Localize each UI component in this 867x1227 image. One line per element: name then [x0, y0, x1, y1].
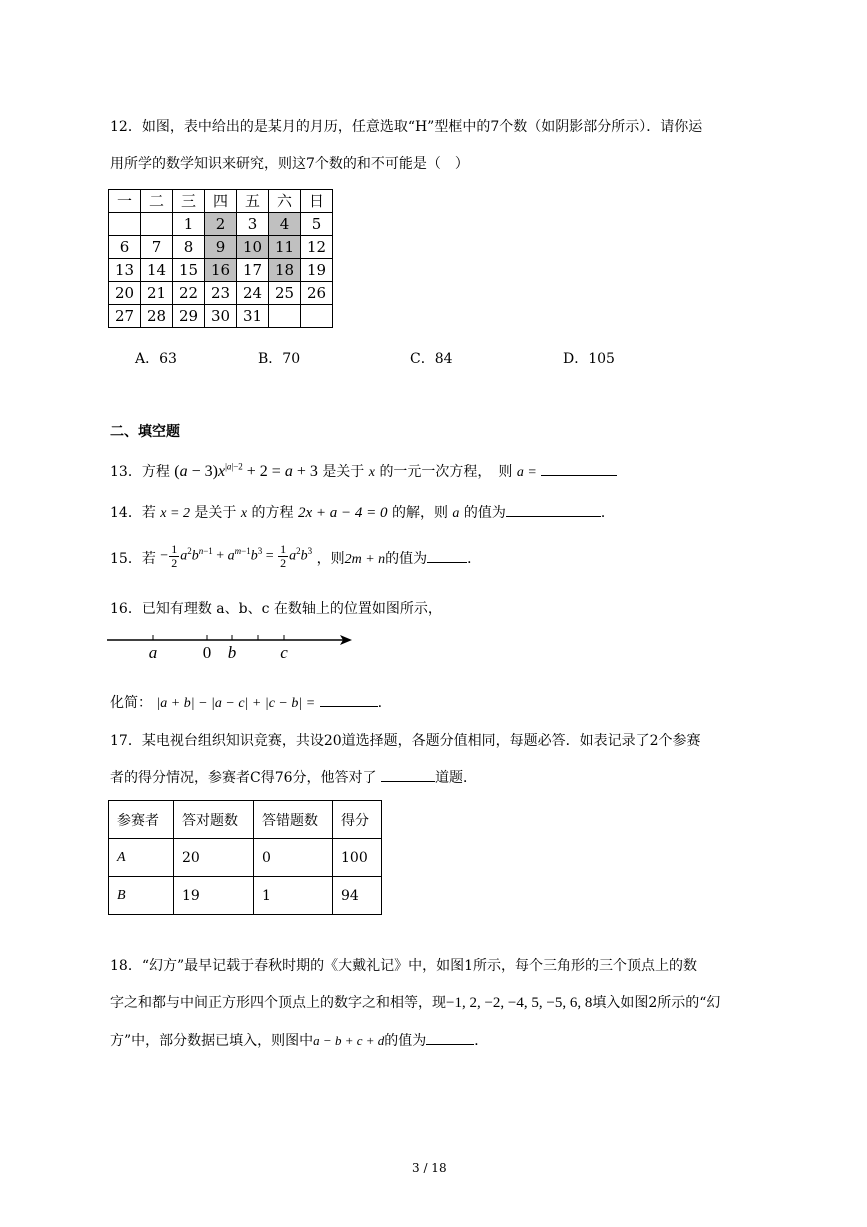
score-table	[108, 800, 382, 915]
q12-line1: 12．如图，表中给出的是某月的月历，任意选取“H”型框中的7个数（如阴影部分所示）．请你运	[110, 119, 703, 135]
calendar-cell: 24	[237, 282, 269, 305]
q14-end: ．	[600, 505, 615, 521]
q15-prefix: 15．若	[110, 551, 156, 567]
q15-equation: − $\frac{1}{2}$ $a^2b^{n-1} + a^{m-1}b^3$ = $\frac{1}{2}$ $a^2b^3$	[160, 542, 313, 570]
q14-mid: 是关于	[194, 505, 237, 521]
q14-prefix: 14．若	[110, 505, 156, 521]
score-cell: 1	[254, 877, 333, 915]
score-cell: 0	[254, 839, 333, 877]
q16-answer-blank[interactable]	[320, 692, 378, 707]
label-b: b	[227, 643, 237, 662]
score-cell: 100	[333, 839, 382, 877]
score-header-cell: 答错题数	[254, 801, 333, 839]
q17-line2	[110, 767, 477, 787]
section-title: 二、填空题	[110, 424, 180, 440]
calendar-cell: 31	[237, 305, 269, 328]
calendar-row	[109, 259, 333, 282]
calendar-cell: 22	[173, 282, 205, 305]
score-cell: 20	[174, 839, 254, 877]
q18-end: ．	[474, 1033, 489, 1049]
q16-end: .	[377, 695, 383, 711]
calendar-cell: 14	[141, 259, 173, 282]
q18-answer-blank[interactable]	[426, 1030, 474, 1045]
calendar-cell: 21	[141, 282, 173, 305]
calendar-cell: 3	[237, 213, 269, 236]
score-header-cell: 参赛者	[109, 801, 174, 839]
calendar-cell: 23	[205, 282, 237, 305]
q14-var: x	[240, 506, 248, 521]
q15-mid: ，则	[316, 551, 345, 567]
q15-answer-blank[interactable]	[427, 548, 467, 563]
q15-tail	[317, 548, 482, 568]
calendar-cell: 28	[141, 305, 173, 328]
calendar-cell: 12	[301, 236, 333, 259]
q14-cond: x = 2	[160, 506, 190, 521]
calendar-cell	[269, 305, 301, 328]
calendar-row	[109, 213, 333, 236]
score-cell: A	[109, 839, 174, 877]
calendar-header-row	[109, 190, 333, 213]
calendar-cell-shaded: 2	[205, 213, 237, 236]
number-line	[100, 625, 360, 665]
q14-answer-blank[interactable]	[506, 502, 601, 517]
q18-numbers: −1, 2, −2, −4, 5, −5, 6, 8	[446, 995, 593, 1011]
calendar-cell-shaded: 18	[269, 259, 301, 282]
calendar-cell: 17	[237, 259, 269, 282]
calendar-cell: 27	[109, 305, 141, 328]
score-header-row	[109, 801, 382, 839]
q14-mid3: 的解，则	[391, 505, 448, 521]
calendar-cell-shaded: 11	[269, 236, 301, 259]
q18-line3	[110, 1030, 488, 1050]
calendar-cell: 7	[141, 236, 173, 259]
q18-line1: 18．“幻方”最早记载于春秋时期的《大戴礼记》中，如图1所示，每个三角形的三个顶点上的数	[110, 958, 698, 974]
q14	[110, 502, 615, 522]
q14-suffix: 的值为	[463, 505, 506, 521]
q18-line2-b: 填入如图2所示的“幻	[592, 995, 721, 1011]
q18-line3-b: 的值为	[384, 1033, 427, 1049]
score-header-cell: 答对题数	[174, 801, 254, 839]
calendar-header-cell: 三	[173, 190, 205, 213]
calendar-table	[108, 189, 333, 328]
score-cell: 94	[333, 877, 382, 915]
calendar-header-cell: 二	[141, 190, 173, 213]
calendar-header-cell: 四	[205, 190, 237, 213]
q16-simplify	[110, 692, 382, 712]
q13-var: x	[368, 465, 375, 480]
q13	[110, 461, 617, 481]
calendar-cell: 25	[269, 282, 301, 305]
q13-answer-blank[interactable]	[541, 461, 617, 476]
calendar-cell: 19	[301, 259, 333, 282]
calendar-cell: 5	[301, 213, 333, 236]
score-cell: 19	[174, 877, 254, 915]
calendar-row	[109, 236, 333, 259]
q12-option-a[interactable]: A．63	[135, 351, 177, 367]
q15-suffix: 的值为	[385, 551, 428, 567]
calendar-cell	[141, 213, 173, 236]
q13-prefix: 13．方程	[110, 464, 170, 480]
calendar-row	[109, 305, 333, 328]
q12-option-c[interactable]: C．84	[410, 351, 453, 367]
score-cell: B	[109, 877, 174, 915]
calendar-cell-shaded: 16	[205, 259, 237, 282]
q14-mid2: 的方程	[251, 505, 294, 521]
calendar-cell	[301, 305, 333, 328]
q13-eq: a =	[516, 465, 537, 480]
label-zero: 0	[202, 643, 212, 662]
calendar-cell: 8	[173, 236, 205, 259]
calendar-header-cell: 六	[269, 190, 301, 213]
q15-end: ．	[467, 551, 482, 567]
calendar-cell: 30	[205, 305, 237, 328]
calendar-header-cell: 一	[109, 190, 141, 213]
q16-simplify-prefix: 化简：	[110, 695, 152, 711]
label-a: a	[148, 643, 158, 662]
q18-expr: a − b + c + d	[313, 1033, 385, 1048]
calendar-cell: 29	[173, 305, 205, 328]
calendar-cell: 6	[109, 236, 141, 259]
calendar-row	[109, 282, 333, 305]
q14-var2: a	[452, 506, 460, 521]
q17-answer-blank[interactable]	[381, 767, 435, 782]
q12-option-b[interactable]: B．70	[258, 351, 301, 367]
calendar-cell: 1	[173, 213, 205, 236]
q13-mid: 是关于	[322, 464, 365, 480]
calendar-header-cell: 日	[301, 190, 333, 213]
calendar-cell: 26	[301, 282, 333, 305]
calendar-cell	[109, 213, 141, 236]
q14-eq: 2x + a − 4 = 0	[297, 505, 388, 521]
calendar-cell: 13	[109, 259, 141, 282]
q16-text: 16．已知有理数 a、b、c 在数轴上的位置如图所示，	[110, 601, 442, 617]
q18-line2-a: 字之和都与中间正方形四个顶点上的数字之和相等，现	[110, 995, 446, 1011]
q12-option-d[interactable]: D．105	[563, 351, 615, 367]
calendar-header-cell: 五	[237, 190, 269, 213]
q17-line1: 17．某电视台组织知识竞赛，共设20道选择题，各题分值相同，每题必答．如表记录了2个参赛	[110, 733, 701, 749]
q17-line2-end: 道题．	[434, 770, 477, 786]
q15-expr: 2m + n	[344, 552, 386, 567]
calendar-cell-shaded: 9	[205, 236, 237, 259]
q15	[110, 543, 481, 583]
score-row	[109, 877, 382, 915]
label-c: c	[280, 643, 288, 662]
score-row	[109, 839, 382, 877]
calendar-cell: 15	[173, 259, 205, 282]
q16-simplify-expr: |a + b| − |a − c| + |c − b| =	[156, 696, 316, 711]
q17-line2-text: 者的得分情况，参赛者C得76分，他答对了	[110, 770, 377, 786]
score-header-cell: 得分	[333, 801, 382, 839]
calendar-cell: 20	[109, 282, 141, 305]
q18-line2	[110, 992, 720, 1012]
q12-line2: 用所学的数学知识来研究，则这7个数的和不可能是（ ）	[110, 156, 469, 172]
q18-line3-a: 方”中，部分数据已填入，则图中	[110, 1033, 314, 1049]
page-number: 3 / 18	[412, 1161, 447, 1175]
calendar-cell-shaded: 10	[237, 236, 269, 259]
q13-equation: $(a - 3)x^{|a|-2} + 2 = a + 3$	[174, 461, 318, 480]
q13-suffix: 的一元一次方程， 则	[379, 464, 513, 480]
calendar-cell-shaded: 4	[269, 213, 301, 236]
